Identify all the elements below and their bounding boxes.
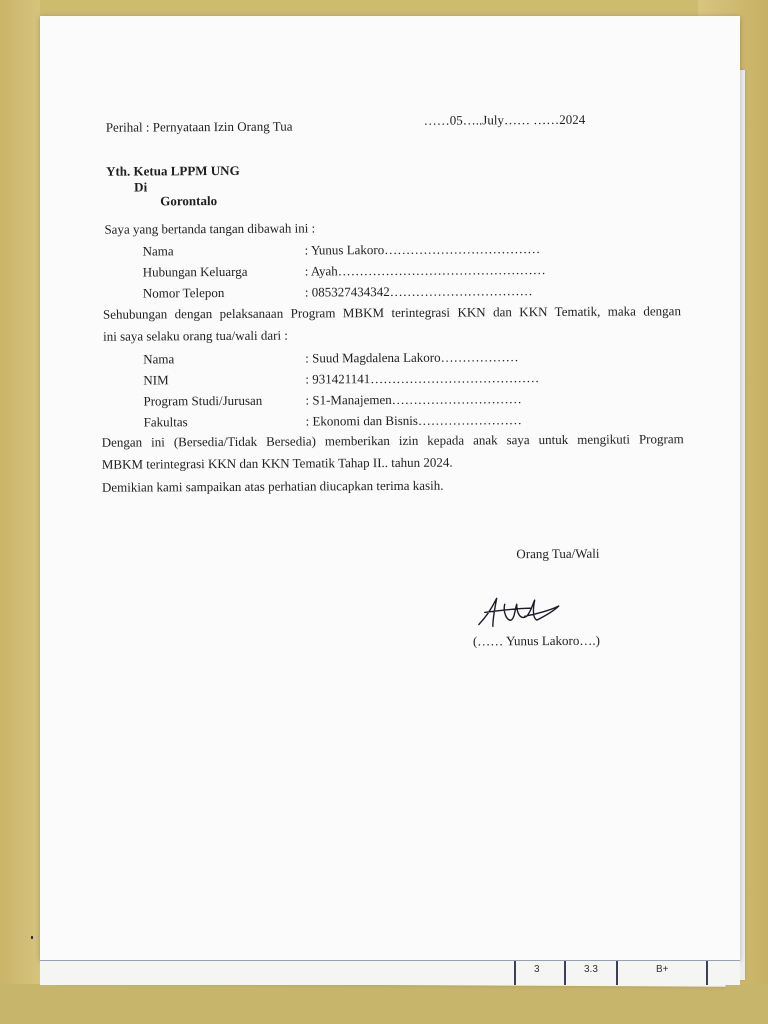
recipient-title: Yth. Ketua LPPM UNG (106, 162, 240, 179)
closing-text: Demikian kami sampaikan atas perhatian diucapkan terima kasih. (101, 477, 444, 495)
handwritten-signature (471, 590, 561, 631)
body-paragraph-1-line-1: Sehubungan dengan pelaksanaan Program MBKM terintegrasi KKN dan KKN Tematik, maka dengan (102, 303, 681, 322)
letter-date: ……05…..July…… ……2024 (423, 111, 586, 128)
field-value: : S1-Manajemen………………………… (305, 391, 522, 408)
body-paragraph-2-line-2: MBKM terintegrasi KKN dan KKN Tematik Tahap II.. tahun 2024. (101, 454, 453, 472)
parent-relation-row (143, 262, 563, 281)
speck (31, 936, 33, 939)
field-value: : Yunus Lakoro……………………………… (304, 241, 541, 258)
field-value: : Suud Magdalena Lakoro……………… (305, 349, 519, 366)
field-value: : Ayah………………………………………… (304, 262, 546, 279)
background-bottom (0, 984, 768, 1024)
background-left (0, 0, 40, 1024)
field-label: Program Studi/Jurusan (143, 392, 263, 409)
signature-title: Orang Tua/Wali (516, 545, 600, 562)
field-label: Fakultas (143, 414, 188, 430)
strip-cell: B+ (616, 961, 708, 985)
field-label: Nama (143, 351, 175, 367)
field-label: NIM (143, 372, 169, 388)
field-label: Nomor Telepon (142, 285, 225, 301)
strip-cell: 3.3 (564, 961, 618, 985)
body-paragraph-2-line-1: Dengan ini (Bersedia/Tidak Bersedia) memberikan izin kepada anak saya untuk mengikuti Program (101, 431, 684, 450)
field-value: : Ekonomi dan Bisnis…………………… (305, 412, 522, 429)
body-paragraph-1-line-2: ini saya selaku orang tua/wali dari : (103, 327, 288, 344)
field-label: Hubungan Keluarga (142, 263, 248, 280)
strip-cell: 3 (514, 961, 566, 985)
field-value: : 085327434342…………………………… (304, 283, 533, 300)
field-value: : 931421141………………………………… (305, 370, 540, 387)
recipient-city: Gorontalo (160, 193, 218, 209)
student-name-row (143, 349, 563, 368)
recipient-di: Di (134, 179, 148, 195)
letter-subject: Perihal : Pernyataan Izin Orang Tua (105, 118, 293, 135)
student-nim-row (143, 370, 563, 389)
parent-phone-row (143, 283, 563, 302)
letter-content (37, 14, 743, 962)
footer-strip (40, 960, 740, 985)
signature-name: (…… Yunus Lakoro….) (472, 632, 600, 649)
intro-text: Saya yang bertanda tangan dibawah ini : (104, 220, 316, 237)
student-faculty-row (144, 412, 564, 431)
field-label: Nama (142, 243, 174, 259)
student-program-row (143, 391, 563, 410)
parent-name-row (143, 241, 563, 260)
